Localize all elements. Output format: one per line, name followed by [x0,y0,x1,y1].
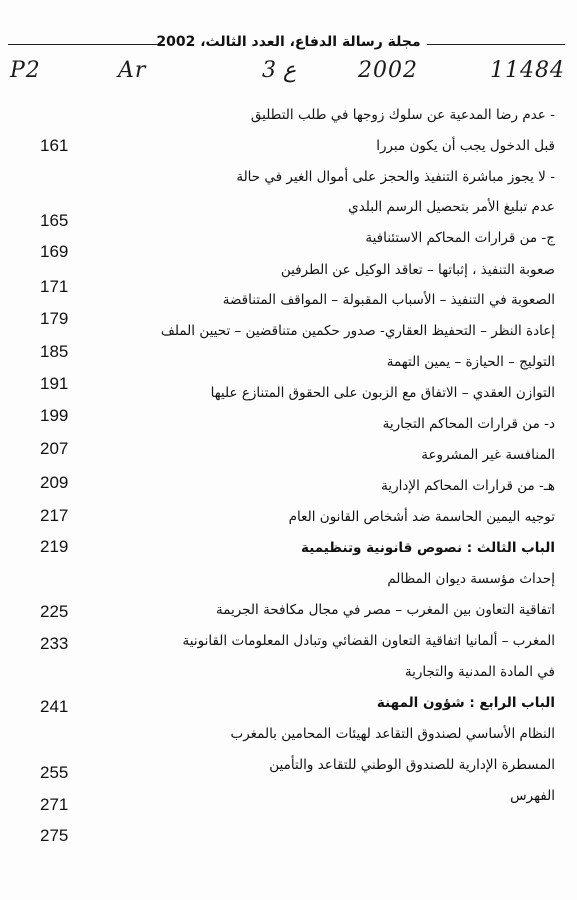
toc-page-number: 255 [40,763,69,782]
toc-page-number: 179 [40,309,69,328]
toc-entry-text: د- من قرارات المحاكم التجارية [382,416,555,432]
toc-entry-text: - عدم رضا المدعية عن سلوك زوجها في طلب التطليق [250,107,555,123]
toc-entry-text: الصعوبة في التنفيذ – الأسباب المقبولة – المواقف المتناقضة [222,292,555,308]
toc-page-number: 275 [40,826,69,845]
toc-entry-text: المسطرة الإدارية للصندوق الوطني للتقاعد والتأمين [269,757,555,773]
toc-entry-text: قبل الدخول يجب أن يكون مبررا [376,138,555,154]
toc-page-number: 209 [40,473,69,492]
toc-entry-text: المنافسة غير المشروعة [421,447,555,463]
toc-page-number: 161 [40,136,69,155]
toc-entry-text: في المادة المدنية والتجارية [404,664,555,680]
toc-page-number: 241 [40,697,69,716]
toc-entry-text: صعوبة التنفيذ ، إثباتها – تعاقد الوكيل عن الطرفين [280,262,555,278]
toc-entry-text: التوازن العقدي – الاتفاق مع الزبون على الحقوق المتنازع عليها [210,385,555,401]
handwritten-mark: 11484 [490,58,565,83]
toc-entry-text: ج- من قرارات المحاكم الاستئنافية [365,230,555,246]
toc-page-number: 233 [40,634,69,653]
toc-entry-text: اتفاقية التعاون بين المغرب – مصر في مجال مكافحة الجريمة [215,602,555,618]
toc-page-number: 219 [40,537,69,556]
handwritten-mark: P2 [10,58,41,83]
toc-section-heading: الباب الرابع : شؤون المهنة [376,695,555,711]
toc-page-number: 171 [40,277,69,296]
handwritten-mark: 3 ع [262,58,297,83]
toc-entry-text: عدم تبليغ الأمر بتحصيل الرسم البلدي [348,199,555,215]
header-rule-right [427,44,565,45]
handwritten-mark: Ar [118,58,147,83]
toc-page-number: 191 [40,374,69,393]
toc-entry-text: - لا يجوز مباشرة التنفيذ والحجز على أموال الغير في حالة [236,169,555,185]
toc-entry-text: توجيه اليمين الحاسمة ضد أشخاص القانون العام [288,509,555,525]
toc-entry-text: إعادة النظر – التحفيظ العقاري- صدور حكمين متناقضين – تحيين الملف [160,323,555,339]
toc-page-number: 169 [40,242,69,261]
toc-page-number: 207 [40,439,69,458]
toc-page-number: 271 [40,795,69,814]
toc-entry-text: الفهرس [510,788,555,804]
toc-entry-text: النظام الأساسي لصندوق التقاعد لهيئات المحامين بالمغرب [230,726,555,742]
toc-entry-text: المغرب – ألمانيا اتفاقية التعاون القضائي وتبادل المعلومات القانونية [182,633,555,649]
toc-entry-text: التوليج – الحيازة – يمين التهمة [386,354,555,370]
toc-entry-text: هـ- من قرارات المحاكم الإدارية [381,478,555,494]
handwritten-mark: 2002 [358,58,418,83]
toc-entry-text: إحداث مؤسسة ديوان المظالم [387,571,555,587]
toc-page-number: 225 [40,602,69,621]
toc-page-number: 185 [40,342,69,361]
toc-page-number: 165 [40,211,69,230]
toc-section-heading: الباب الثالث : نصوص قانونية وتنظيمية [301,540,555,556]
journal-header-title: مجلة رسالة الدفاع، العدد الثالث، 2002 [156,34,421,50]
toc-page-number: 199 [40,406,69,425]
toc-page-number: 217 [40,506,69,525]
